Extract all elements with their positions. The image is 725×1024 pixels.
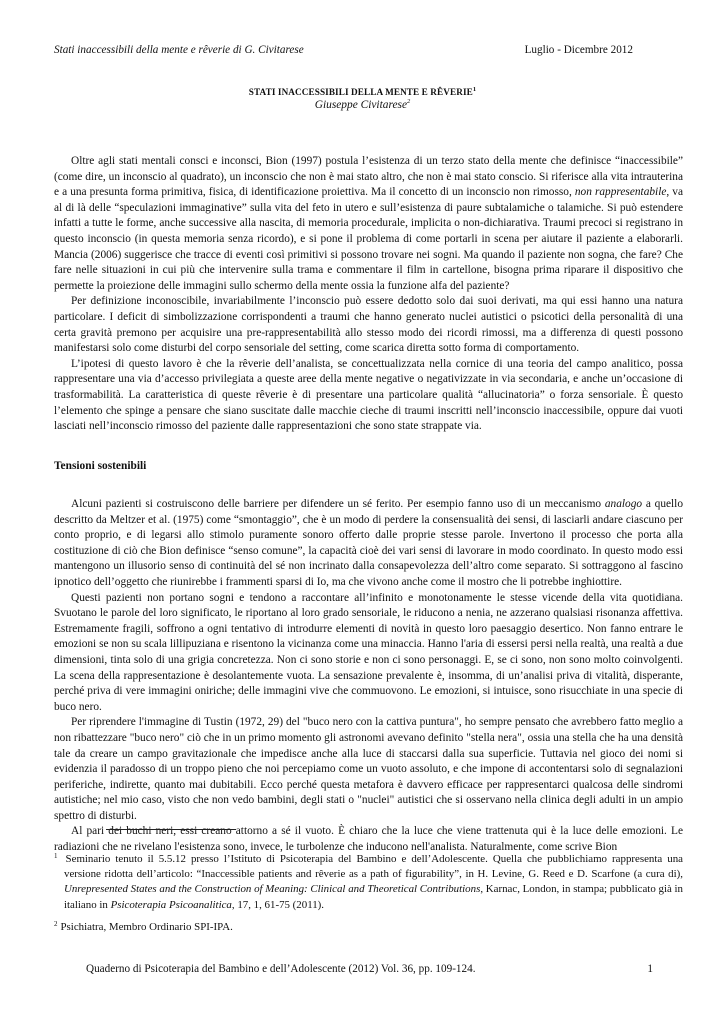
paragraph-text: Per definizione inconoscibile, invariabilmente l’inconscio può essere dedotto solo dai suoi derivati, ma qui essi hanno una natura particolare. I deficit di simbolizzazione corrispondenti a traumi che hanno generato nuclei autistici o psicotici della personalità di una certa gravità premono per acquisire una pre-rappresentabilità allo stesso modo dei ricordi rimossi, ma a differenza di questi possono manifestarsi solo come disturbi del corpo sensoriale del setting, come scarica diretta sotto forma di comportamento. bbox=[54, 295, 683, 355]
footnote-part: , Karnac, London, in stampa; pubblicato già in italiano in bbox=[64, 883, 684, 911]
author-name: Giuseppe Civitarese bbox=[314, 98, 407, 111]
footnote-part: , 17, 1, 61-75 (2011). bbox=[231, 898, 325, 911]
running-head bbox=[54, 44, 633, 56]
section-body bbox=[54, 497, 683, 856]
page-footer bbox=[86, 963, 653, 975]
article-title-text: STATI INACCESSIBILI DELLA MENTE E RÊVERIE bbox=[248, 87, 473, 98]
page-number: 1 bbox=[647, 963, 653, 975]
footnote-2 bbox=[54, 917, 683, 935]
footnote-divider bbox=[106, 829, 236, 830]
footnote-part: Seminario tenuto il 5.5.12 presso l’Istituto di Psicoterapia del Bambino e dell’Adolescente. Quella che pubblichiamo rappresenta una versione ridotta dell’articolo: “Inaccessible patients and rêverie as a path of figurability”, in H. Levine, G. Reed e D. Scarfone (a cura di), bbox=[64, 853, 683, 881]
paragraph-text: , va al di là delle “speculazioni immaginative” sulla vita del feto in utero e sull’esistenza di paure subtalamiche o talamiche. Si può estendere infatti a tutte le forme, anche successive alla nascita, di memoria procedurale, implicita o non-dichiarativa. Traumi precoci si registrano in questo inconscio (in questa memoria senza ricordo), e si pone il problema di come portarli in scena per aiutare il paziente a elaborarli. Mancia (2006) suggerisce che tracce di eventi così primitivi si possono trovare nei sogni. Ma quando il paziente non sogna, che fare? Che fare nelle situazioni in cui più che intervenire sulla trama e commentare il film in cartellone, bisogna prima riparare il dispositivo che permette la proiezione delle immagini sullo schermo della mente ossia la funzione alfa del paziente? bbox=[54, 186, 684, 292]
paragraph bbox=[54, 154, 683, 294]
title-footnote-mark[interactable]: 1 bbox=[472, 86, 477, 93]
running-head-title: Stati inaccessibili della mente e rêverie di G. Civitarese bbox=[54, 44, 304, 56]
paragraph bbox=[54, 357, 683, 435]
footnote-mark: 2 bbox=[54, 920, 58, 928]
paragraph-text: L’ipotesi di questo lavoro è che la rêverie dell’analista, se concettualizzata nella cornice di una teoria del campo analitico, possa rappresentare una via d’accesso privilegiata a queste aree della mente negative o negativizzate in via secondaria, e anche un’occasione di trasformabilità. La caratteristica di queste rêverie è di presentare una particolare qualità “allucinatoria” o forza sensoriale. È questo l’elemento che spinge a pensare che siano suscitate dalle macchie cieche di traumi inscritti nell’inconscio inaccessibile, oppure dai vuoti lasciati nell’inconscio rimosso del paziente dalle rappresentazioni che sono state strappate via. bbox=[54, 357, 683, 433]
paragraph-emphasis: non rappresentabile bbox=[574, 186, 667, 199]
footnote-book-title: Unrepresented States and the Construction of Meaning: Clinical and Theoretical Contributions bbox=[64, 883, 481, 896]
footnote-text bbox=[54, 849, 683, 913]
paragraph-text: Per riprendere l'immagine di Tustin (1972, 29) del "buco nero con la cattiva puntura", ho sempre pensato che avrebbero fatto meglio a non ribattezzare "buco nero" ciò che in un primo momento gli astronomi avevano definito "stella nera", ossia una stella che ha una densità tale da creare un campo gravitazionale che impedisce anche alla luce di staccarsi dalla sua superficie. Tuttavia nel gioco dei nomi si evidenzia il paradosso di un troppo pieno che noi percepiamo come un vuoto assoluto, e che impone di accontentarsi solo di segnalazioni periferiche, indirette, quanto mai dubitabili. Ecco perché questa metafora è davvero efficace per rappresentarci qualcosa delle sindromi autistiche; nel mio caso, visto che non vedo bambini, degli stati o "nuclei" autistici che si osservano nella clinica degli adulti in un ampio spettro di disturbi. bbox=[54, 716, 683, 822]
paragraph-text: Alcuni pazienti si costruiscono delle barriere per difendere un sé ferito. Per esempio fanno uso di un meccanismo bbox=[71, 498, 605, 510]
author bbox=[0, 98, 725, 111]
footnote-journal-title: Psicoterapia Psicoanalitica bbox=[110, 898, 232, 911]
title-block bbox=[0, 86, 725, 111]
paragraph bbox=[54, 591, 683, 716]
footer-citation: Quaderno di Psicoterapia del Bambino e dell’Adolescente (2012) Vol. 36, pp. 109-124. bbox=[86, 963, 476, 975]
running-head-date: Luglio - Dicembre 2012 bbox=[524, 44, 633, 56]
footnote-1 bbox=[54, 849, 683, 913]
section-heading: Tensioni sostenibili bbox=[54, 460, 147, 472]
paragraph-emphasis: analogo bbox=[604, 498, 643, 510]
paragraph bbox=[54, 715, 683, 824]
paragraph bbox=[54, 294, 683, 356]
footnote-mark: 1 bbox=[54, 852, 58, 860]
paragraph bbox=[54, 497, 683, 591]
paragraph-text: Oltre agli stati mentali consci e inconsci, Bion (1997) postula l’esistenza di un terzo stato della mente che definisce “inaccessibile” (come dire, un inconscio al quadrato), un inconscio che non è mai stato altro, che non è mai stato conscio. Si riferisce alla vita intrauterina e a una presunta forma primitiva, fisica, di identificazione proiettiva. Ma il concetto di un inconscio non rimosso, bbox=[54, 155, 683, 199]
paragraph-text: Questi pazienti non portano sogni e tendono a raccontare all’infinito e monotonamente le stesse vicende della vita quotidiana. Svuotano le parole del loro significato, le riportano al loro grado sensoriale, le riducono a nenia, ne azzerano qualsiasi risonanza affettiva. Estremamente fragili, soffrono a ogni tentativo di introdurre elementi di novità in questo loro paesaggio desertico. Non fanno entrare le emozioni se non su scala lillipuziana e risentono la vicinanza come una minaccia. Hanno l'aria di essersi persi nella realtà, una realtà a due dimensioni, tinta solo di una grigia concretezza. Non ci sono storie e non ci sono personaggi. E, se ci sono, non sono molto coinvolgenti. La scena della rappresentazione è desolantemente vuota. La sensazione prevalente è, insomma, di un’analisi priva di vitalità, disperante, perché priva di vere immagini oniriche; delle immagini vive che commuovono. Le emozioni, si intuisce, sono risucchiate in una specie di buco nero. bbox=[54, 591, 683, 713]
article-title bbox=[0, 86, 725, 97]
author-footnote-mark[interactable]: 2 bbox=[407, 98, 411, 106]
paragraph-text: Al pari dei buchi neri, essi creano attorno a sé il vuoto. È chiaro che la luce che viene trattenuta qui è la luce delle emozioni. Le radiazioni che ne rivelano l'esistenza sono, invece, le turbolenze che inducono nell'analista. Naturalmente, come scrive Bion bbox=[54, 825, 683, 854]
paragraph-text: a quello descritto da Meltzer et al. (1975) come “smontaggio”, che è un modo di perdere la consensualità dei sensi, di lasciarli andare ciascuno per conto proprio, e di legarsi allo stimolo puramente sonoro offerto dalle proprie stesse parole. Invertono il processo che porta alla costituzione di ciò che Bion definisce “senso comune”, la capacità cioè dei vari sensi di lavorare in modo coordinato. In questo modo essi mantengono un illusorio senso di continuità del sé non incrinato dalla consapevolezza dell’altro come separato. Si sottraggono al fascino ipnotico dell’oggetto che riunirebbe i frammenti sparsi di Io, ma che vivono anche come il mostro che li potrebbe inghiottire. bbox=[54, 498, 684, 588]
intro-body bbox=[54, 154, 683, 435]
footnote-text: Psichiatra, Membro Ordinario SPI-IPA. bbox=[60, 921, 233, 933]
